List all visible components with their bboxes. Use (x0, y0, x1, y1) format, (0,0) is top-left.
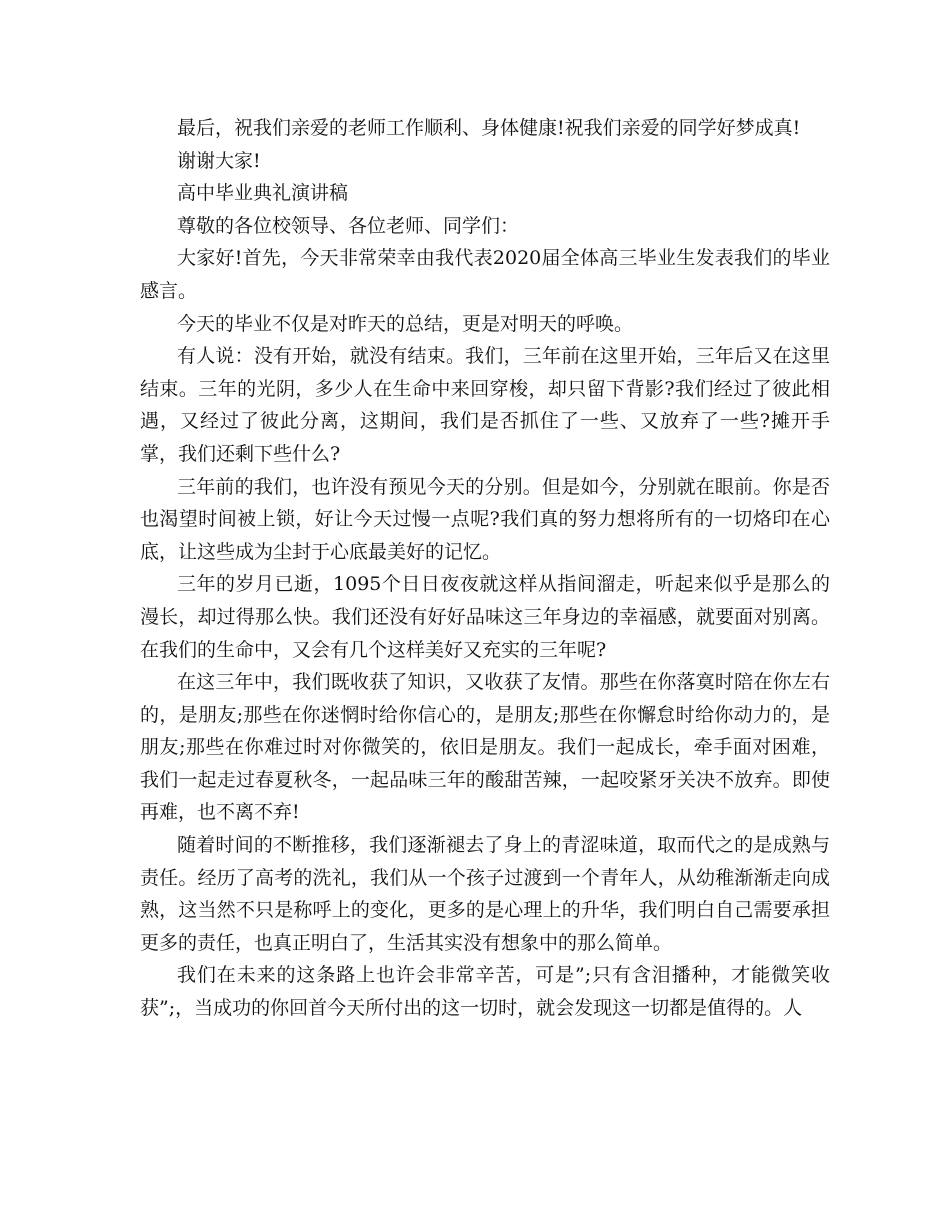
paragraph-graduation-meaning: 今天的毕业不仅是对昨天的总结，更是对明天的呼唤。 (177, 312, 634, 335)
paragraph-growth: 随着时间的不断推移，我们逐渐褪去了身上的青涩味道，取而代之的是成熟与责任。经历了高考的洗礼，我们从一个孩子过渡到一个青年人，从幼稚渐渐走向成熟，这当然不只是称呼上的变化，更多的是心理上的升华，我们明白自己需要承担更多的责任，也真正明白了，生活其实没有想象中的那么简单。 (140, 834, 830, 954)
paragraph-farewell: 三年前的我们，也许没有预见今天的分别。但是如今，分别就在眼前。你是否也渴望时间被上锁，好让今天过慢一点呢?我们真的努力想将所有的一切烙印在心底，让这些成为尘封于心底最美好的记忆。 (140, 475, 830, 563)
paragraph-three-years: 三年的岁月已逝，1095个日日夜夜就这样从指间溜走，听起来似乎是那么的漫长，却过得那么快。我们还没有好好品味这三年身边的幸福感，就要面对别离。在我们的生命中，又会有几个这样美好又充实的三年呢? (140, 573, 830, 661)
paragraph-closing-wishes: 最后，祝我们亲爱的老师工作顺利、身体健康!祝我们亲爱的同学好梦成真! (177, 117, 801, 139)
paragraph-thanks: 谢谢大家! (177, 149, 261, 172)
paragraph-future: 我们在未来的这条路上也许会非常辛苦，可是”;只有含泪播种，才能微笑收获”;，当成功的你回首今天所付出的这一切时，就会发现这一切都是值得的。人 (140, 964, 830, 1020)
speech-title: 高中毕业典礼演讲稿 (177, 182, 349, 205)
paragraph-greeting: 大家好!首先，今天非常荣幸由我代表2020届全体高三毕业生发表我们的毕业感言。 (140, 247, 830, 302)
paragraph-salutation: 尊敬的各位校领导、各位老师、同学们： (177, 214, 520, 237)
paragraph-beginning-end: 有人说：没有开始，就没有结束。我们，三年前在这里开始，三年后又在这里结束。三年的光阴，多少人在生命中来回穿梭，却只留下背影?我们经过了彼此相遇，又经过了彼此分离，这期间，我们是否抓住了一些、又放弃了一些?摊开手掌，我们还剩下些什么? (140, 345, 830, 465)
paragraph-friendship: 在这三年中，我们既收获了知识，又收获了友情。那些在你落寞时陪在你左右的，是朋友;那些在你迷惘时给你信心的，是朋友;那些在你懈怠时给你动力的，是朋友;那些在你难过时对你微笑的，依旧是朋友。我们一起成长，牵手面对困难，我们一起走过春夏秋冬，一起品味三年的酸甜苦辣，一起咬紧牙关决不放弃。即使再难，也不离不弃! (140, 671, 830, 824)
document-page (140, 112, 830, 1025)
